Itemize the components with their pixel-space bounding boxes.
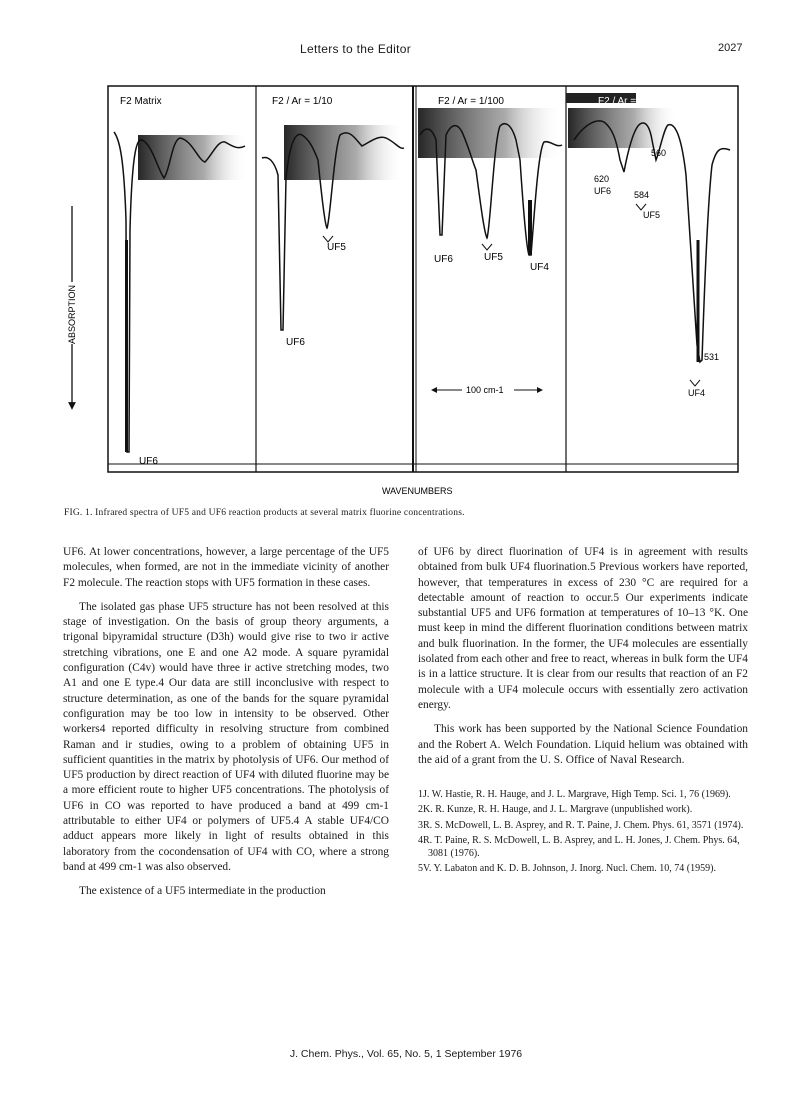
- peak-label: UF6: [286, 337, 305, 348]
- peak-label: 560: [651, 148, 667, 158]
- figure-caption: FIG. 1. Infrared spectra of UF5 and UF6 reaction products at several matrix fluorine concentrations.: [64, 508, 465, 518]
- peak-label: UF4: [530, 262, 549, 273]
- left-column: [63, 545, 389, 909]
- panel-title-2: F2 / Ar = 1/10: [272, 96, 333, 107]
- paragraph: of UF6 by direct fluorination of UF4 is in agreement with results obtained from bulk UF4 fluorination.5 Previous workers have reported, however, that temperatures in excess of 230 °C are required for a detectable amount of reaction to occur.5 Our experiments indicate substantial UF5 and UF6 formation at temperatures of 10–13 °K. One must keep in mind the different fluorination conditions between matrix and bulk fluorination. In the former, the UF4 molecules are essentially isolated from each other and free to react, whereas in bulk form the UF4 is in a lattice structure. It is clear from our results that reaction of an F2 molecule with a UF4 molecule occurs with essentially zero activation energy.: [418, 546, 748, 711]
- page-number: 2027: [718, 42, 743, 54]
- panel-title-3: F2 / Ar = 1/100: [438, 96, 504, 107]
- reference-item: 2K. R. Kunze, R. H. Hauge, and J. L. Margrave (unpublished work).: [418, 804, 693, 816]
- peak-label: UF5: [327, 242, 346, 253]
- running-header: Letters to the Editor: [300, 42, 412, 56]
- paragraph: The isolated gas phase UF5 structure has not been resolved at this stage of investigation. On the basis of group theory arguments, a trigonal bipyramidal structure (D3h) would give rise to two ir active stretching vibrations, one E and one A2 mode. A square pyramidal configuration (C4v) would have three ir active stretching modes, two A1 and one E type.4 Our data are still inconclusive with respect to structure determination, as one of the bands for the square pyramidal configuration may be too low in intensity to be observed. Other workers4 reported difficulty in resolving structure from combined Raman and ir studies, owing to a problem of obtaining UF5 in sufficient quantities in the matrix by photolysis of UF6. Our method of UF5 production by direct reaction of UF4 with diluted fluorine may be a more efficient route to higher UF5 concentrations. The photolysis of UF6 in CO was reported to have produced a band at 499 cm-1 attributable to either UF4 or polymers of UF5.4 A stable UF4/CO adduct appears more likely in light of results obtained in this laboratory from the cocondensation of UF4 with CO, where a strong band at 499 cm-1 was also observed.: [63, 600, 389, 873]
- peak-label: UF6: [139, 456, 158, 467]
- peak-label: UF4: [688, 388, 706, 398]
- peak-label: UF5: [484, 252, 503, 263]
- reference-item: 5V. Y. Labaton and K. D. B. Johnson, J. Inorg. Nucl. Chem. 10, 74 (1959).: [418, 863, 716, 875]
- paragraph: The existence of a UF5 intermediate in the production: [79, 885, 326, 898]
- x-axis-label: WAVENUMBERS: [382, 486, 453, 496]
- peak-label: UF6: [594, 186, 612, 196]
- paragraph: This work has been supported by the National Science Foundation and the Robert A. Welch Foundation. Liquid helium was obtained with the aid of a grant from the U. S. Office of Naval Research.: [418, 723, 748, 766]
- peak-label: 584: [634, 190, 650, 200]
- y-axis-label: ABSORPTION: [67, 284, 77, 344]
- peak-label: UF6: [434, 254, 453, 265]
- reference-item: 4R. T. Paine, R. S. McDowell, L. B. Asprey, and L. H. Jones, J. Chem. Phys. 64, 3081 (1976).: [418, 834, 740, 859]
- panel-title-4: F2 / Ar = 1/1000: [598, 96, 670, 107]
- right-column: [418, 545, 748, 877]
- references: [418, 788, 748, 875]
- ir-spectra-figure: [0, 0, 812, 500]
- journal-footer: J. Chem. Phys., Vol. 65, No. 5, 1 September 1976: [289, 1048, 523, 1060]
- reference-item: 3R. S. McDowell, L. B. Asprey, and R. T. Paine, J. Chem. Phys. 61, 3571 (1974).: [418, 819, 744, 831]
- peak-label: 531: [704, 352, 720, 362]
- panel-title-1: F2 Matrix: [120, 96, 162, 107]
- reference-item: 1J. W. Hastie, R. H. Hauge, and J. L. Margrave, High Temp. Sci. 1, 76 (1969).: [418, 789, 731, 801]
- scale-bar-label: 100 cm-1: [466, 385, 504, 395]
- peak-label: UF5: [643, 210, 661, 220]
- peak-label: 620: [594, 174, 610, 184]
- paragraph: UF6. At lower concentrations, however, a large percentage of the UF5 molecules, when formed, are not in the immediate vicinity of another F2 molecule. The reaction stops with UF5 formation in these cases.: [63, 546, 389, 589]
